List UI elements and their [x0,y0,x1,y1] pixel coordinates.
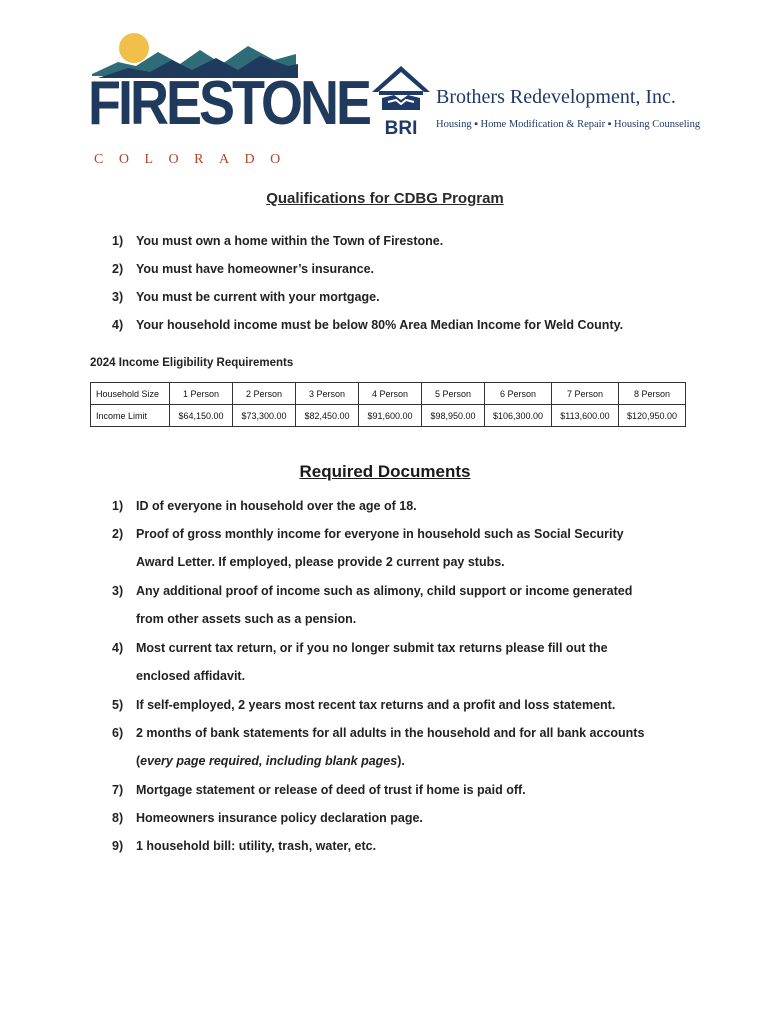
required-documents-title: Required Documents [299,462,471,481]
header-cell: Household Size [91,383,170,405]
header-cell: 6 Person [485,383,552,405]
item-text: Any additional proof of income such as alimony, child support or income generated [136,584,633,598]
firestone-wordmark: FIRESTONE [88,68,370,138]
item-text: Homeowners insurance policy declaration page. [136,811,423,825]
item-text: If self-employed, 2 years most recent tax returns and a profit and loss statement. [136,698,616,712]
bri-name: Brothers Redevelopment, Inc. [436,86,676,108]
item-text: You must own a home within the Town of Firestone. [136,234,444,248]
value-cell: $120,950.00 [619,405,686,427]
item-number: 8) [112,811,124,825]
item-text-continued: from other assets such as a pension. [136,612,357,626]
item-number: 4) [112,641,124,655]
item-text: You must be current with your mortgage. [136,290,380,304]
bri-tagline: Housing ▪ Home Modification & Repair ▪ Housing Counseling [436,119,701,130]
item-text-continued: enclosed affidavit. [136,669,246,683]
header-cell: 4 Person [359,383,422,405]
item-number: 3) [112,584,124,598]
value-cell: $98,950.00 [422,405,485,427]
bri-logo [370,64,701,140]
paren-close: ). [397,754,405,768]
item-text-continued: Award Letter. If employed, please provide 2 current pay stubs. [136,555,505,569]
house-handshake-icon [370,64,432,136]
value-cell: $73,300.00 [233,405,296,427]
item-number: 1) [112,234,124,248]
item-text: Proof of gross monthly income for everyone in household such as Social Security [136,527,624,541]
header-cell: 7 Person [552,383,619,405]
row-label-cell: Income Limit [91,405,170,427]
paren-open: ( [136,754,141,768]
header-cell: 8 Person [619,383,686,405]
value-cell: $106,300.00 [485,405,552,427]
item-number: 6) [112,726,124,740]
item-number: 9) [112,839,124,853]
header-cell: 3 Person [296,383,359,405]
header-cell: 5 Person [422,383,485,405]
header-cell: 2 Person [233,383,296,405]
item-number: 1) [112,499,124,513]
firestone-logo [88,30,370,176]
value-cell: $64,150.00 [170,405,233,427]
item-text: Most current tax return, or if you no longer submit tax returns please fill out the [136,641,608,655]
value-cell: $82,450.00 [296,405,359,427]
value-cell: $91,600.00 [359,405,422,427]
qualifications-title: Qualifications for CDBG Program [266,190,504,207]
item-text: Mortgage statement or release of deed of trust if home is paid off. [136,783,526,797]
item-text: Your household income must be below 80% Area Median Income for Weld County. [136,318,624,332]
item-number: 3) [112,290,124,304]
item-text: 2 months of bank statements for all adults in the household and for all bank accounts [136,726,645,740]
item-text: ID of everyone in household over the age of 18. [136,499,417,513]
item-text: You must have homeowner’s insurance. [136,262,375,276]
item-text-italic: every page required, including blank pages [140,754,398,768]
item-number: 2) [112,262,124,276]
item-number: 5) [112,698,124,712]
header-cell: 1 Person [170,383,233,405]
value-cell: $113,600.00 [552,405,619,427]
item-text-continued [136,754,405,768]
table-row [91,405,686,427]
income-table-title: 2024 Income Eligibility Requirements [90,357,294,369]
item-text: 1 household bill: utility, trash, water, etc. [136,839,377,853]
firestone-state: COLORADO [94,152,296,167]
item-number: 7) [112,783,124,797]
item-number: 2) [112,527,124,541]
item-number: 4) [112,318,124,332]
table-header-row [91,383,686,405]
income-eligibility-table [90,382,686,427]
bri-monogram: BRI [384,118,418,136]
